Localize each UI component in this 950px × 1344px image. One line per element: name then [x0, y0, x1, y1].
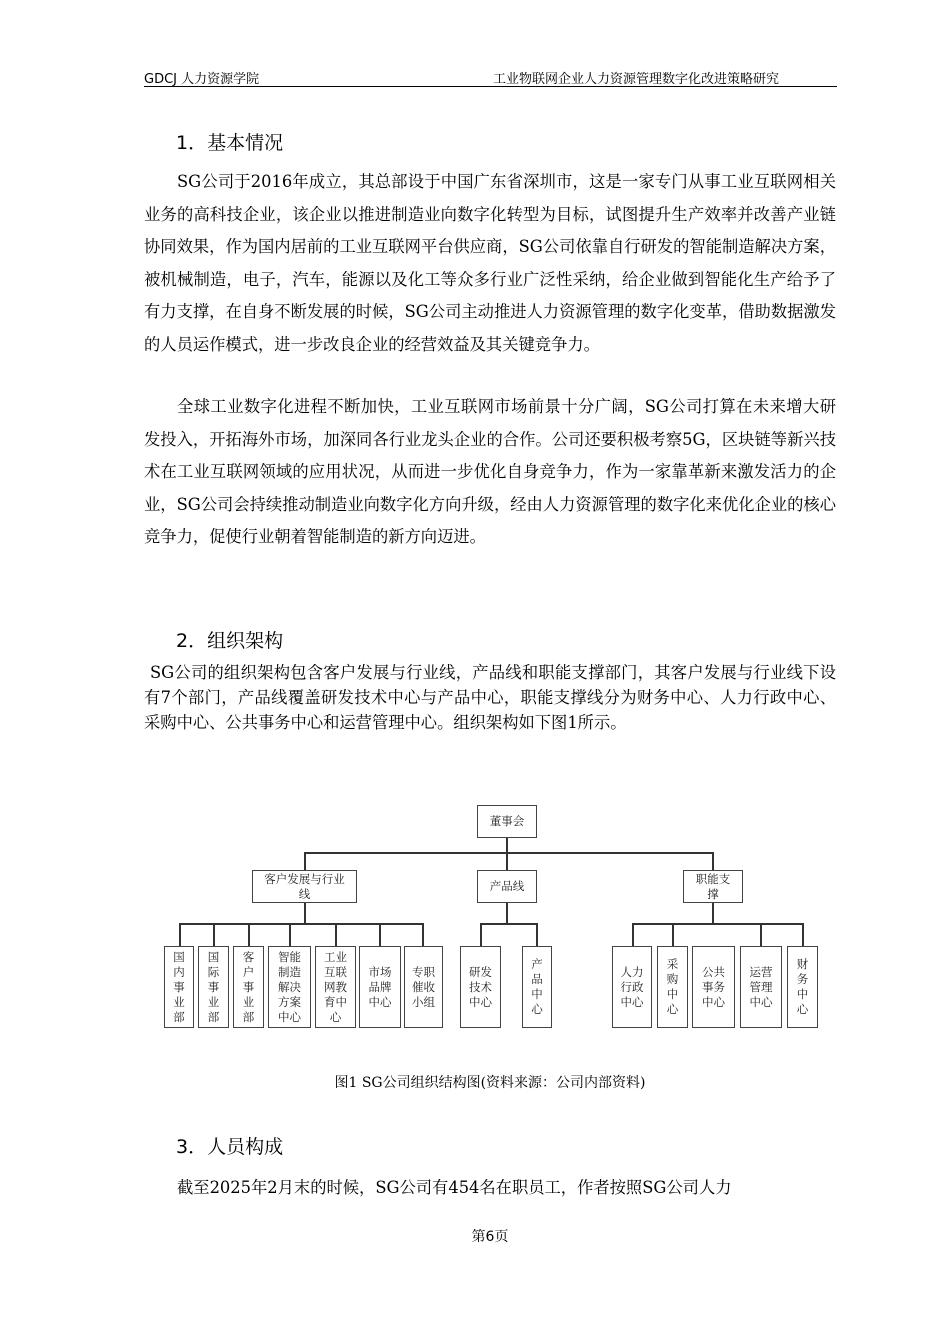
connector-line	[712, 902, 714, 924]
org-node-label: 中	[666, 987, 679, 1001]
org-node-label: 心	[531, 1002, 543, 1016]
connector-line	[335, 923, 337, 947]
org-node-label: 户	[242, 964, 255, 979]
org-node-label: 客	[242, 949, 255, 964]
connector-line	[213, 923, 215, 947]
org-node-customer-bu	[233, 946, 264, 1028]
org-node-label: 市场	[368, 964, 392, 979]
connector-line	[289, 923, 291, 947]
org-node-marketing-brand-center	[359, 946, 401, 1028]
org-node-label: 中心	[749, 994, 773, 1009]
org-node-product-center	[522, 946, 552, 1028]
org-node-collections-team	[404, 946, 443, 1028]
org-node-label: 国	[173, 949, 185, 964]
org-node-label: 制造	[278, 964, 301, 979]
org-node-label: 中	[531, 987, 543, 1001]
org-node-label: 互联	[324, 964, 347, 979]
org-node-label: 管理	[749, 979, 773, 994]
org-node-label: 产品线	[489, 879, 525, 893]
org-node-iiot-education-center	[315, 946, 356, 1028]
org-node-label: 心	[796, 1002, 809, 1016]
org-node-label: 线	[298, 886, 311, 901]
connector-line	[506, 852, 508, 870]
connector-line	[379, 923, 381, 947]
paragraph-basic-info-1: SG公司于2016年成立，其总部设于中国广东省深圳市，这是一家专门从事工业互联网相关业务的高科技企业，该企业以推进制造业向数字化转型为目标，试图提升生产效率并改善产业链协同效果，作为国内居前的工业互联网平台供应商，SG公司依靠自行研发的智能制造解决方案，被机械制造，电子，汽车，能源以及化工等众多行业广泛性采纳，给企业做到智能化生产给予了有力支撑，在自身不断发展的时候，SG公司主动推进人力资源管理的数字化变革，借助数据激发的人员运作模式，进一步改良企业的经营效益及其关键竞争力。	[144, 172, 836, 354]
paragraph-staffing: 截至2025年2月末的时候，SG公司有454名在职员工，作者按照SG公司人力	[177, 1178, 732, 1197]
org-node-label: 部	[242, 1009, 255, 1024]
org-node-functional-support	[683, 870, 743, 903]
header-paper-title: 工业物联网企业人力资源管理数字化改进策略研究	[492, 72, 779, 87]
org-node-label: 业	[242, 994, 255, 1009]
org-node-label: 品	[531, 972, 543, 986]
org-node-label: 公共	[702, 964, 725, 979]
org-node-label: 育中	[324, 994, 347, 1009]
section-heading-org-structure: 2．组织架构	[176, 630, 284, 652]
connector-line	[506, 837, 508, 853]
org-node-label: 财	[796, 957, 809, 971]
org-node-label: 网教	[324, 979, 347, 994]
org-node-operations-center	[740, 946, 782, 1028]
org-node-label: 中心	[278, 1009, 301, 1024]
org-node-label: 解决	[278, 979, 301, 994]
org-node-customer-industry-line	[252, 870, 357, 903]
org-node-label: 职能支	[695, 871, 731, 886]
connector-line	[760, 923, 762, 947]
connector-line	[304, 852, 714, 854]
connector-line	[480, 923, 538, 925]
org-node-label: 事	[207, 979, 220, 994]
org-node-label: 采	[666, 957, 679, 971]
connector-line	[712, 852, 714, 870]
org-node-smart-manufacturing-center	[268, 946, 311, 1028]
org-node-label: 董事会	[489, 814, 525, 828]
header-institution: GDCJ 人力资源学院	[144, 72, 260, 87]
connector-line	[304, 852, 306, 870]
org-node-label: 际	[207, 964, 220, 979]
org-node-label: 部	[173, 1009, 185, 1024]
figure-caption: 图1 SG公司组织结构图(资料来源：公司内部资料)	[334, 1075, 646, 1091]
org-node-label: 心	[666, 1002, 679, 1016]
org-node-label: 行政	[620, 979, 644, 994]
page-header	[144, 66, 837, 87]
org-node-label: 智能	[278, 949, 301, 964]
org-node-label: 中心	[469, 994, 492, 1009]
org-node-domestic-bu	[164, 946, 194, 1028]
connector-line	[506, 902, 508, 924]
connector-line	[632, 923, 804, 925]
connector-line	[422, 923, 424, 947]
org-node-label: 工业	[324, 949, 347, 964]
connector-line	[179, 923, 181, 947]
org-node-label: 务	[796, 972, 809, 986]
org-node-label: 撑	[707, 886, 719, 901]
org-node-label: 国	[207, 949, 220, 964]
org-node-label: 中心	[620, 994, 644, 1009]
org-node-label: 运营	[749, 964, 773, 979]
connector-line	[672, 923, 674, 947]
org-node-rd-center	[460, 946, 501, 1028]
page-number: 第6页	[471, 1229, 509, 1245]
org-node-public-affairs-center	[692, 946, 735, 1028]
org-node-product-line	[477, 870, 537, 903]
org-node-label: 产	[531, 957, 543, 971]
connector-line	[480, 923, 482, 947]
section-heading-basic-info: 1．基本情况	[176, 132, 284, 154]
org-node-label: 内	[173, 964, 185, 979]
org-node-label: 技术	[469, 979, 492, 994]
org-node-procurement-center	[657, 946, 688, 1028]
org-node-label: 中心	[368, 994, 392, 1009]
org-node-label: 品牌	[368, 979, 392, 994]
org-node-label: 中心	[702, 994, 725, 1009]
org-node-label: 客户发展与行业	[264, 871, 345, 886]
org-node-label: 业	[173, 994, 185, 1009]
org-node-label: 专职	[412, 964, 435, 979]
org-node-label: 事务	[702, 979, 725, 994]
org-node-label: 购	[666, 972, 679, 986]
org-node-finance-center	[787, 946, 818, 1028]
connector-line	[802, 923, 804, 947]
section-heading-staffing: 3．人员构成	[176, 1136, 284, 1158]
org-node-label: 小组	[412, 994, 435, 1009]
connector-line	[304, 902, 306, 924]
org-node-hr-admin-center	[612, 946, 652, 1028]
connector-line	[536, 923, 538, 947]
org-node-label: 人力	[620, 964, 644, 979]
connector-line	[179, 923, 424, 925]
org-node-label: 中	[796, 987, 809, 1001]
connector-line	[632, 923, 634, 947]
connector-line	[248, 923, 250, 947]
org-node-label: 事	[242, 979, 255, 994]
org-node-label: 业	[207, 994, 220, 1009]
org-node-international-bu	[198, 946, 229, 1028]
org-node-label: 心	[329, 1009, 342, 1024]
org-node-board	[477, 805, 537, 838]
org-node-label: 研发	[469, 964, 492, 979]
org-node-label: 事	[173, 979, 185, 994]
paragraph-basic-info-2: 全球工业数字化进程不断加快，工业互联网市场前景十分广阔，SG公司打算在未来增大研发投入，开拓海外市场，加深同各行业龙头企业的合作。公司还要积极考察5G，区块链等新兴技术在工业互联网领域的应用状况，从而进一步优化自身竞争力，作为一家靠革新来激发活力的企业，SG公司会持续推动制造业向数字化方向升级，经由人力资源管理的数字化来优化企业的核心竞争力，促使行业朝着智能制造的新方向迈进。	[144, 397, 836, 546]
org-node-label: 部	[207, 1009, 220, 1024]
org-node-label: 方案	[278, 994, 301, 1009]
paragraph-org-structure: SG公司的组织架构包含客户发展与行业线，产品线和职能支撑部门，其客户发展与行业线下设有7个部门，产品线覆盖研发技术中心与产品中心，职能支撑线分为财务中心、人力行政中心、采购中心、公共事务中心和运营管理中心。组织架构如下图1所示。	[144, 663, 836, 732]
org-node-label: 催收	[412, 979, 435, 994]
